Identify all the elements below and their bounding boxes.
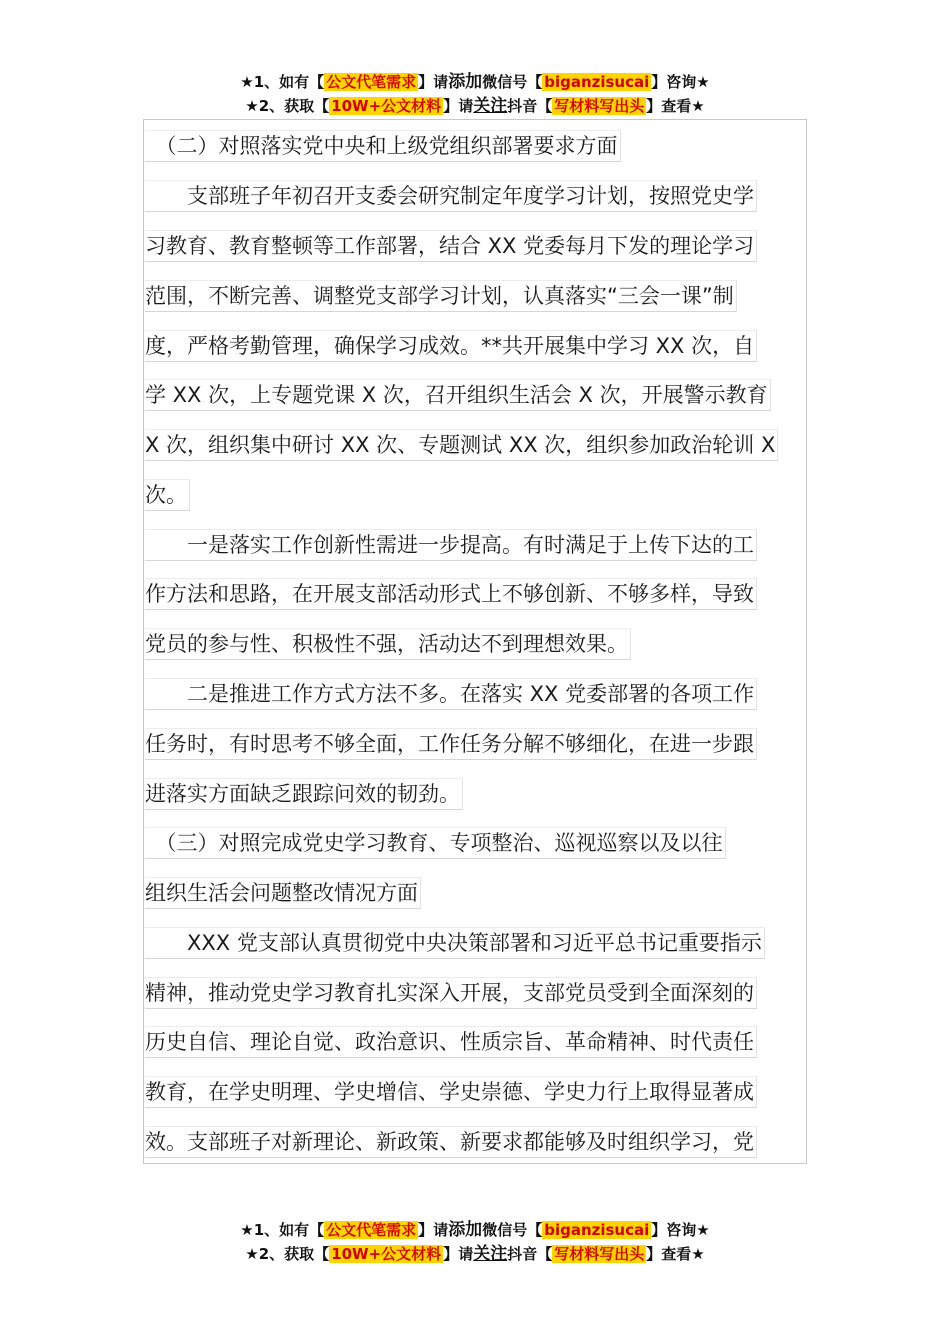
banner-text: 】咨询★ [651,73,710,91]
banner-text: ★2、获取【 [245,97,330,115]
text-line: 支部班子年初召开支委会研究制定年度学习计划，按照党史学 [145,180,757,212]
banner-text: 微信号【 [482,73,543,91]
banner-text: 】请 [418,73,449,91]
text-line: 习教育、教育整顿等工作部署，结合 XX 党委每月下发的理论学习 [145,230,757,262]
banner-highlight: 10W+公文材料 [331,97,442,115]
text-line: 党员的参与性、积极性不强，活动达不到理想效果。 [145,628,631,660]
banner-line-1 [0,70,950,94]
banner-line-2 [0,1242,950,1266]
banner-text: 抖音【 [507,1245,553,1263]
banner-emphasis: 添加 [448,72,483,92]
banner-emphasis: 关注 [473,96,508,116]
text-line: 任务时，有时思考不够全面，工作任务分解不够细化，在进一步跟 [145,728,757,760]
text-line: 历史自信、理论自觉、政治意识、性质宗旨、革命精神、时代责任 [145,1026,757,1058]
top-banner [0,70,950,118]
banner-text: ★1、如有【 [240,1221,325,1239]
banner-line-1 [0,1218,950,1242]
banner-text: 】查看★ [646,1245,705,1263]
section-heading-3: （三）对照完成党史学习教育、专项整治、巡视巡察以及以往 [145,827,726,859]
banner-text: 】咨询★ [651,1221,710,1239]
banner-highlight-wechat: biganzisucai [544,1221,650,1239]
banner-text: 】查看★ [646,97,705,115]
banner-emphasis: 关注 [473,1244,508,1264]
text-line: 作方法和思路，在开展支部活动形式上不够创新、不够多样，导致 [145,578,757,610]
text-line: 度，严格考勤管理，确保学习成效。**共开展集中学习 XX 次，自 [145,330,757,362]
banner-text: ★1、如有【 [240,73,325,91]
banner-text: 抖音【 [507,97,553,115]
banner-text: 】请 [443,97,474,115]
bottom-banner [0,1218,950,1266]
banner-emphasis: 添加 [448,1220,483,1240]
text-line: 次。 [145,479,190,511]
banner-text: 微信号【 [482,1221,543,1239]
text-line: X 次，组织集中研讨 XX 次、专题测试 XX 次，组织参加政治轮训 X [145,429,778,461]
section-heading-3-cont: 组织生活会问题整改情况方面 [145,877,421,909]
text-line: 一是落实工作创新性需进一步提高。有时满足于上传下达的工 [145,529,757,561]
banner-highlight: 10W+公文材料 [331,1245,442,1263]
banner-highlight: 公文代笔需求 [326,1221,417,1239]
banner-highlight-wechat: biganzisucai [544,73,650,91]
text-line: 效。支部班子对新理论、新政策、新要求都能够及时组织学习，党 [145,1126,757,1158]
banner-text: 】请 [418,1221,449,1239]
text-line: 精神，推动党史学习教育扎实深入开展，支部党员受到全面深刻的 [145,977,757,1009]
text-line: 范围，不断完善、调整党支部学习计划，认真落实“三会一课”制 [145,280,737,312]
text-line: 进落实方面缺乏跟踪问效的韧劲。 [145,778,463,810]
section-heading-2: （二）对照落实党中央和上级党组织部署要求方面 [145,130,621,162]
banner-highlight-douyin: 写材料写出头 [554,97,645,115]
banner-highlight-douyin: 写材料写出头 [554,1245,645,1263]
text-line: XXX 党支部认真贯彻党中央决策部署和习近平总书记重要指示 [145,927,765,959]
text-line: 二是推进工作方式方法不多。在落实 XX 党委部署的各项工作 [145,678,757,710]
text-line: 学 XX 次，上专题党课 X 次，召开组织生活会 X 次，开展警示教育 [145,379,771,411]
banner-line-2 [0,94,950,118]
text-line: 教育，在学史明理、学史增信、学史崇德、学史力行上取得显著成 [145,1076,757,1108]
banner-text: 】请 [443,1245,474,1263]
banner-text: ★2、获取【 [245,1245,330,1263]
banner-highlight: 公文代笔需求 [326,73,417,91]
